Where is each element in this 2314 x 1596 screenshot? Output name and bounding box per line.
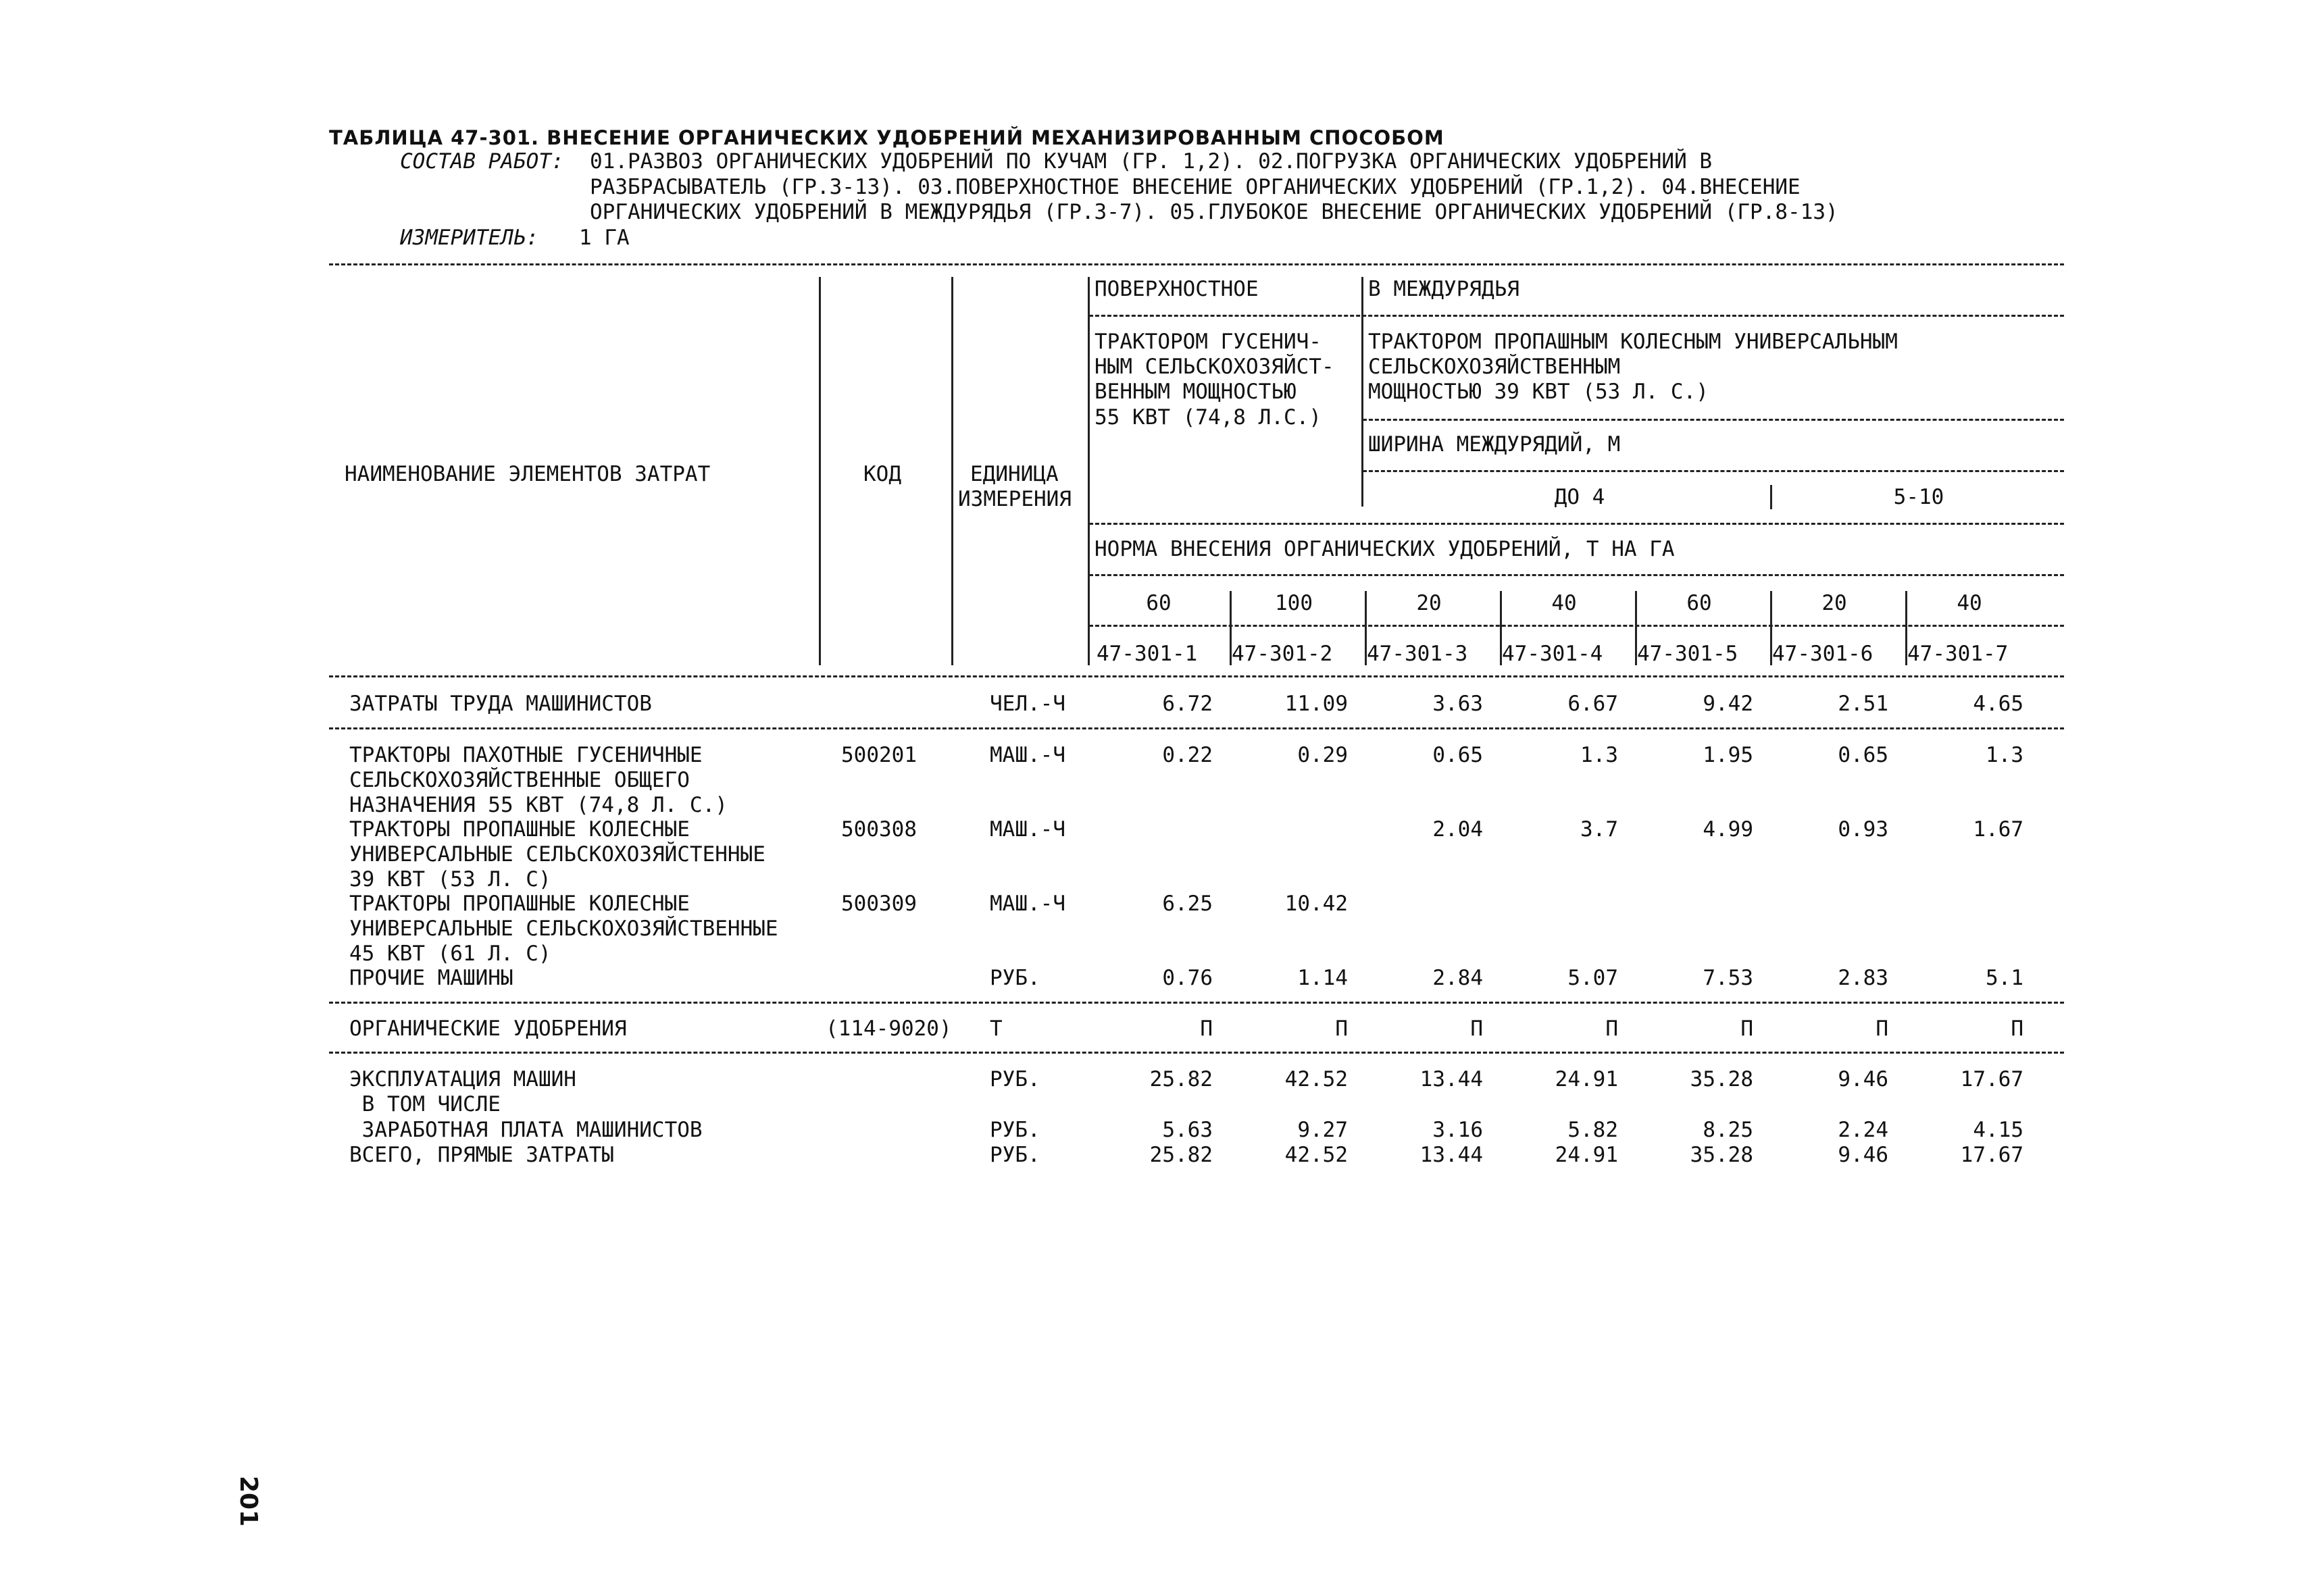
row-value: 3.63: [1432, 692, 1483, 716]
row-value: 13.44: [1419, 1143, 1483, 1167]
header-width-b: 5-10: [1893, 485, 1944, 509]
rate-cell: 100: [1275, 591, 1313, 615]
measure-label: ИЗМЕРИТЕЛЬ:: [400, 226, 539, 250]
row-value: П: [1740, 1016, 1753, 1041]
row-unit: РУБ.: [990, 1067, 1040, 1091]
row-unit: ЧЕЛ.-Ч: [990, 692, 1065, 716]
column-code: 47-301-5: [1637, 642, 1738, 666]
row-name: В ТОМ ЧИСЛЕ: [349, 1092, 501, 1116]
surface-tractor-2: НЫМ СЕЛЬСКОХОЗЯЙСТ-: [1095, 355, 1334, 379]
composition-label: СОСТАВ РАБОТ:: [400, 149, 564, 174]
row-value: 0.76: [1162, 966, 1213, 990]
row-value: 42.52: [1284, 1143, 1348, 1167]
rows-tractor-2: СЕЛЬСКОХОЗЯЙСТВЕННЫМ: [1368, 355, 1621, 379]
rate-cell: 20: [1416, 591, 1442, 615]
row-value: 1.3: [1580, 743, 1618, 767]
row-value: 5.1: [1986, 966, 2023, 990]
row-value: 5.63: [1162, 1118, 1213, 1142]
header-rule-6: [1089, 625, 2064, 627]
row-value: 1.3: [1986, 743, 2023, 767]
rate-cell: 40: [1957, 591, 1982, 615]
row-value: 1.95: [1703, 743, 1753, 767]
row-code: 500308: [841, 817, 917, 842]
header-norm: НОРМА ВНЕСЕНИЯ ОРГАНИЧЕСКИХ УДОБРЕНИЙ, Т НА ГА: [1095, 537, 1675, 561]
row-value: 35.28: [1690, 1067, 1753, 1091]
col-divider-code: [951, 277, 953, 665]
rate-cell: 60: [1146, 591, 1172, 615]
row-name: ОРГАНИЧЕСКИЕ УДОБРЕНИЯ: [349, 1016, 627, 1041]
header-name-col: НАИМЕНОВАНИЕ ЭЛЕМЕНТОВ ЗАТРАТ: [345, 462, 711, 486]
row-name: 39 КВТ (53 Л. С): [349, 867, 551, 892]
header-rule-3: [1363, 470, 2064, 472]
row-code: (114-9020): [826, 1016, 952, 1041]
row-value: 2.24: [1838, 1118, 1888, 1142]
row-value: 6.25: [1162, 892, 1213, 916]
width-divider: [1770, 485, 1772, 509]
row-value: 8.25: [1703, 1118, 1753, 1142]
header-rule-1: [1089, 315, 2064, 317]
row-value: 13.44: [1419, 1067, 1483, 1091]
row-value: П: [1200, 1016, 1213, 1041]
row-unit: МАШ.-Ч: [990, 743, 1065, 767]
composition-line-2: РАЗБРАСЫВАТЕЛЬ (ГР.3-13). 03.ПОВЕРХНОСТНОЕ ВНЕСЕНИЕ ОРГАНИЧЕСКИХ УДОБРЕНИЙ (ГР.1,2). 04.ВНЕСЕНИЕ: [590, 175, 1801, 199]
row-name: ЭКСПЛУАТАЦИЯ МАШИН: [349, 1067, 576, 1091]
rows-tractor-3: МОЩНОСТЬЮ 39 КВТ (53 Л. С.): [1368, 380, 1709, 404]
row-value: 3.7: [1580, 817, 1618, 842]
row-value: 17.67: [1960, 1067, 2023, 1091]
row-name: ТРАКТОРЫ ПРОПАШНЫЕ КОЛЕСНЫЕ: [349, 817, 690, 842]
row-value: 9.46: [1838, 1143, 1888, 1167]
row-unit: МАШ.-Ч: [990, 817, 1065, 842]
row-value: 3.16: [1432, 1118, 1483, 1142]
col-divider-surface: [1361, 277, 1363, 507]
column-code: 47-301-4: [1502, 642, 1603, 666]
surface-tractor-1: ТРАКТОРОМ ГУСЕНИЧ-: [1095, 330, 1322, 354]
row-value: 5.82: [1567, 1118, 1618, 1142]
row-value: 25.82: [1149, 1143, 1213, 1167]
rate-cell: 60: [1686, 591, 1712, 615]
row-value: 4.65: [1973, 692, 2023, 716]
column-code: 47-301-6: [1772, 642, 1873, 666]
col-divider-name: [819, 277, 821, 665]
row-value: 1.14: [1297, 966, 1348, 990]
row-value: 2.04: [1432, 817, 1483, 842]
measure-value: 1 ГА: [579, 226, 630, 250]
row-value: 10.42: [1284, 892, 1348, 916]
row-unit: МАШ.-Ч: [990, 892, 1065, 916]
column-code: 47-301-3: [1367, 642, 1468, 666]
header-between-rows: В МЕЖДУРЯДЬЯ: [1368, 277, 1519, 301]
header-rule-4: [1089, 523, 2064, 525]
surface-tractor-3: ВЕННЫМ МОЩНОСТЬЮ: [1095, 380, 1297, 404]
row-name: ТРАКТОРЫ ПРОПАШНЫЕ КОЛЕСНЫЕ: [349, 892, 690, 916]
row-value: 9.42: [1703, 692, 1753, 716]
rule-after-machines: [329, 1002, 2064, 1004]
row-value: 25.82: [1149, 1067, 1213, 1091]
row-value: П: [1470, 1016, 1483, 1041]
header-unit-col-1: ЕДИНИЦА: [970, 462, 1059, 486]
col-divider-unit: [1088, 277, 1090, 665]
row-value: П: [1605, 1016, 1618, 1041]
row-value: 2.51: [1838, 692, 1888, 716]
row-value: 9.27: [1297, 1118, 1348, 1142]
row-name: ЗАТРАТЫ ТРУДА МАШИНИСТОВ: [349, 692, 652, 716]
header-code-col: КОД: [863, 462, 901, 486]
row-value: 0.93: [1838, 817, 1888, 842]
row-name: ВСЕГО, ПРЯМЫЕ ЗАТРАТЫ: [349, 1143, 614, 1167]
row-unit: РУБ.: [990, 1143, 1040, 1167]
row-code: 500201: [841, 743, 917, 767]
composition-line-3: ОРГАНИЧЕСКИХ УДОБРЕНИЙ В МЕЖДУРЯДЬЯ (ГР.3-7). 05.ГЛУБОКОЕ ВНЕСЕНИЕ ОРГАНИЧЕСКИХ УДОБРЕНИЙ (ГР.8-13): [590, 200, 1838, 224]
column-code: 47-301-1: [1097, 642, 1198, 666]
row-value: 7.53: [1703, 966, 1753, 990]
rule-after-labor: [329, 727, 2064, 729]
row-value: 4.99: [1703, 817, 1753, 842]
header-surface: ПОВЕРХНОСТНОЕ: [1095, 277, 1259, 301]
column-code: 47-301-2: [1232, 642, 1333, 666]
header-top-rule: [329, 263, 2064, 265]
row-unit: Т: [990, 1016, 1003, 1041]
table-title: ТАБЛИЦА 47-301. ВНЕСЕНИЕ ОРГАНИЧЕСКИХ УДОБРЕНИЙ МЕХАНИЗИРОВАННЫМ СПОСОБОМ: [329, 126, 1444, 149]
row-value: 0.65: [1838, 743, 1888, 767]
row-value: 0.22: [1162, 743, 1213, 767]
rows-tractor-1: ТРАКТОРОМ ПРОПАШНЫМ КОЛЕСНЫМ УНИВЕРСАЛЬНЫМ: [1368, 330, 1898, 354]
row-value: 35.28: [1690, 1143, 1753, 1167]
row-value: 4.15: [1973, 1118, 2023, 1142]
header-rule-5: [1089, 574, 2064, 576]
row-value: 24.91: [1555, 1143, 1618, 1167]
header-rule-2: [1363, 419, 2064, 421]
row-value: 0.29: [1297, 743, 1348, 767]
row-value: П: [1876, 1016, 1888, 1041]
row-value: 9.46: [1838, 1067, 1888, 1091]
row-name: НАЗНАЧЕНИЯ 55 КВТ (74,8 Л. С.): [349, 793, 728, 817]
row-value: 5.07: [1567, 966, 1618, 990]
column-code: 47-301-7: [1907, 642, 2009, 666]
row-name: ТРАКТОРЫ ПАХОТНЫЕ ГУСЕНИЧНЫЕ: [349, 743, 703, 767]
row-value: 11.09: [1284, 692, 1348, 716]
row-name: ЗАРАБОТНАЯ ПЛАТА МАШИНИСТОВ: [349, 1118, 703, 1142]
rate-cell: 20: [1821, 591, 1847, 615]
row-name: УНИВЕРСАЛЬНЫЕ СЕЛЬСКОХОЗЯЙСТЕННЫЕ: [349, 842, 765, 867]
row-value: 1.67: [1973, 817, 2023, 842]
row-code: 500309: [841, 892, 917, 916]
row-value: 6.67: [1567, 692, 1618, 716]
header-unit-col-2: ИЗМЕРЕНИЯ: [958, 487, 1072, 511]
row-value: П: [1335, 1016, 1348, 1041]
row-value: 2.84: [1432, 966, 1483, 990]
header-bottom-rule: [329, 675, 2064, 677]
rate-cell: 40: [1551, 591, 1577, 615]
row-value: 6.72: [1162, 692, 1213, 716]
row-name: УНИВЕРСАЛЬНЫЕ СЕЛЬСКОХОЗЯЙСТВЕННЫЕ: [349, 917, 778, 941]
row-name: СЕЛЬСКОХОЗЯЙСТВЕННЫЕ ОБЩЕГО: [349, 768, 690, 792]
row-value: П: [2011, 1016, 2023, 1041]
row-value: 17.67: [1960, 1143, 2023, 1167]
row-name: 45 КВТ (61 Л. С): [349, 942, 551, 966]
row-unit: РУБ.: [990, 1118, 1040, 1142]
header-row-width: ШИРИНА МЕЖДУРЯДИЙ, М: [1368, 432, 1621, 457]
surface-tractor-4: 55 КВТ (74,8 Л.С.): [1095, 405, 1322, 430]
row-value: 24.91: [1555, 1067, 1618, 1091]
row-value: 0.65: [1432, 743, 1483, 767]
rule-after-fertilizer: [329, 1052, 2064, 1054]
page-number: 201: [234, 1476, 262, 1527]
composition-line-1: 01.РАЗВОЗ ОРГАНИЧЕСКИХ УДОБРЕНИЙ ПО КУЧАМ (ГР. 1,2). 02.ПОГРУЗКА ОРГАНИЧЕСКИХ УДОБРЕНИЙ В: [590, 149, 1713, 174]
header-width-a: ДО 4: [1554, 485, 1605, 509]
row-value: 2.83: [1838, 966, 1888, 990]
row-unit: РУБ.: [990, 966, 1040, 990]
row-value: 42.52: [1284, 1067, 1348, 1091]
row-name: ПРОЧИЕ МАШИНЫ: [349, 966, 513, 990]
